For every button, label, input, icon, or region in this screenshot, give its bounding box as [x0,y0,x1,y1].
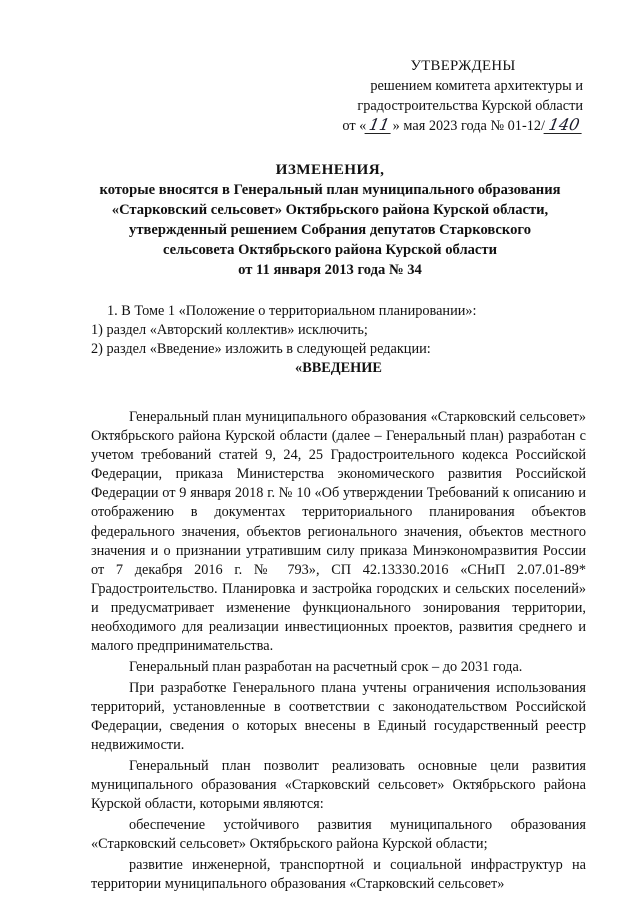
approval-line-2: градостроительства Курской области [357,98,583,114]
list-item: 2) раздел «Введение» изложить в следующей редакции: [91,341,431,358]
approval-stamp [313,56,583,136]
title-line: от 11 января 2013 года № 34 [238,262,422,278]
handwritten-doc-number: 140 [544,117,585,134]
title-main: ИЗМЕНЕНИЯ, [275,161,385,178]
paragraph: развитие инженерной, транспортной и социальной инфраструктур на территории муниципального образования «Старковский сельсовет» [91,857,586,893]
section-heading: «ВВЕДЕНИЕ [295,360,382,377]
amendment-list [91,302,586,378]
paragraph: обеспечение устойчивого развития муниципального образования «Старковский сельсовет» Октябрьского района Курской области; [91,817,586,853]
list-item: 1. В Томе 1 «Положение о территориальном планировании»: [107,303,477,319]
document-title [70,160,590,280]
introduction-text [91,408,586,896]
paragraph: Генеральный план муниципального образования «Старковский сельсовет» Октябрьского района Курской области (далее – Генеральный план) разработан с учетом требований статей 9, 24, 25 Градостроительного кодекса Российской Федерации, приказа Министерства экономического развития Российской Федерации от 9 января 2018 г. № 10 «Об утверждении Требований к описанию и отображению в документах территориального планирования объектов федерального значения, объектов регионального значения, объектов местного значения и о признании утратившим силу приказа Минэкономразвития России от 7 декабря 2016 г. № 793», СП 42.13330.2016 «СНиП 2.07.01-89* Градостроительство. Планировка и застройка городских и сельских поселений» и предусматривает изменение функционального зонирования территории, необходимого для реализации инвестиционных проектов, развития среднего и малого предпринимательства. [91,409,586,655]
approval-date-middle: » мая 2023 года № 01-12/ [392,118,545,134]
approval-title: УТВЕРЖДЕНЫ [410,58,516,74]
paragraph: При разработке Генерального плана учтены ограничения использования территорий, установленные в соответствии с законодательством Российской Федерации, сведения о которых внесены в Единый государственный реестр недвижимости. [91,679,586,754]
approval-line-1: решением комитета архитектуры и [370,78,583,94]
list-item: 1) раздел «Авторский коллектив» исключить; [91,322,368,339]
title-line: сельсовета Октябрьского района Курской области [163,242,497,258]
approval-date-line [313,116,583,136]
paragraph: Генеральный план позволит реализовать основные цели развития муниципального образования «Старковский сельсовет» Октябрьского района Курской области, которыми являются: [91,758,586,813]
title-line: которые вносятся в Генеральный план муниципального образования [99,182,561,198]
paragraph: Генеральный план разработан на расчетный срок – до 2031 года. [129,659,523,676]
handwritten-day: 11 [365,117,394,134]
title-line: «Старковский сельсовет» Октябрьского района Курской области, [111,202,549,218]
title-line: утвержденный решением Собрания депутатов Старковского [129,222,531,238]
approval-date-prefix: от « [342,118,367,134]
